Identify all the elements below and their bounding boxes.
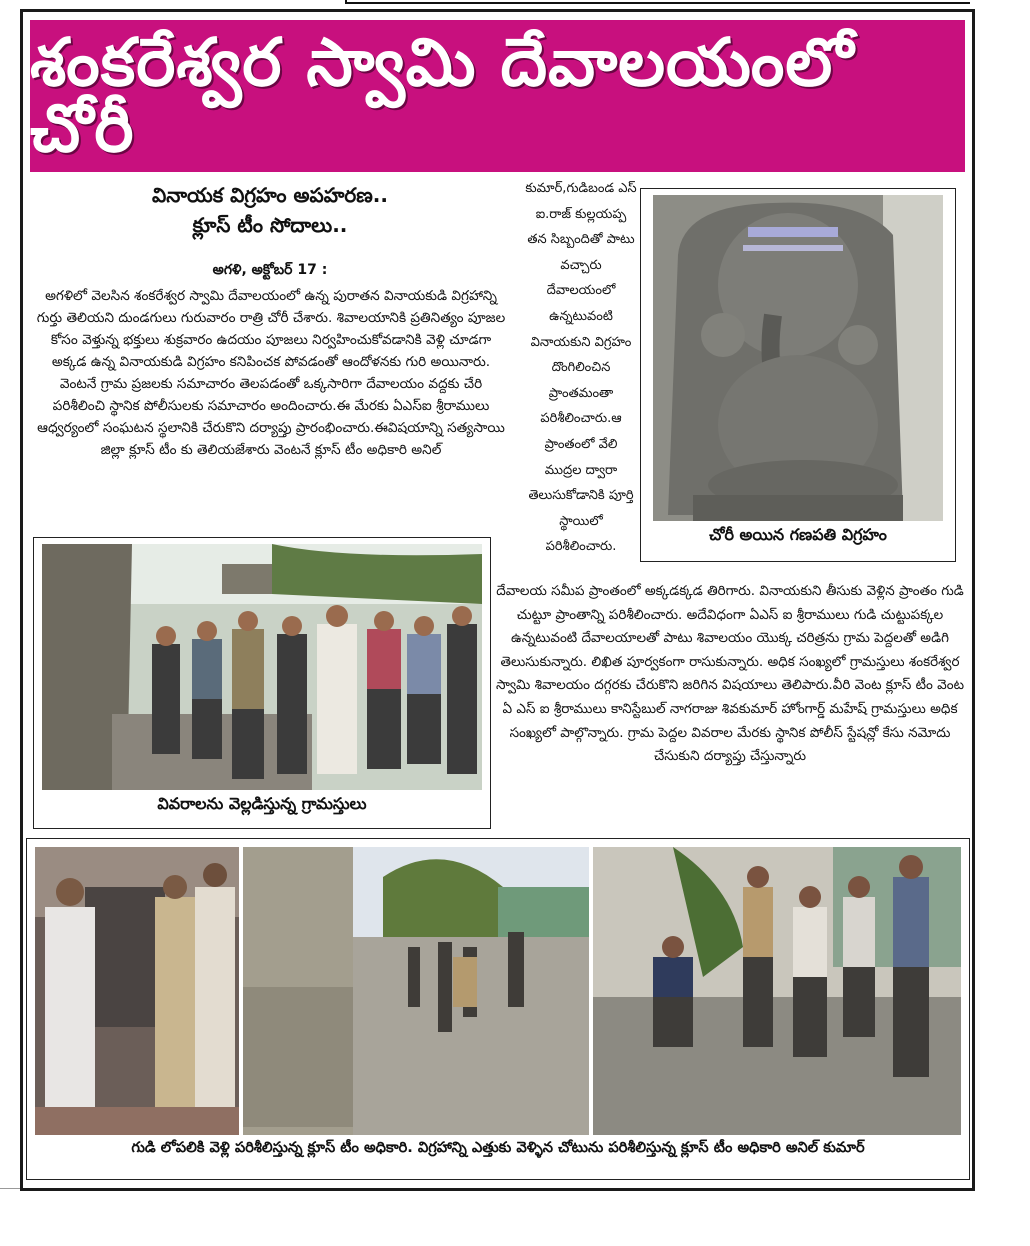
bottom-photo-box [26, 838, 970, 1180]
ganesha-idol-photo [653, 195, 943, 521]
temple-interior-photo [35, 847, 239, 1135]
article-body-left: అగళిలో వెలసిన శంకరేశ్వర స్వామి దేవాలయంలో ఉన్న పురాతన వినాయకుడి విగ్రహాన్ని గుర్తు తెలియని దుండగులు గురువారం రాత్రి చోరీ చేశారు. శివాలయానికి ప్రతినిత్యం పూజల కోసం వెళ్తున్న భక్తులు శుక్రవారం ఉదయం పూజలు నిర్వహించుకోవడానికి వెళ్లి చూడగా అక్కడ ఉన్న వినాయకుడి విగ్రహం కనిపించక పోవడంతో ఆందోళనకు గురి అయినారు. వెంటనే గ్రామ ప్రజలకు సమాచారం తెలపడంతో ఒక్కసారిగా దేవాలయం వద్దకు చేరి పరిశీలించి స్థానిక పోలీసులకు సమాచారం అందించారు.ఈ మేరకు ఏఎస్ఐ శ్రీరాములు ఆధ్వర్యంలో సంఘటన స్థలానికి చేరుకొని దర్యాప్తు ప్రారంభించారు.ఈవిషయాన్ని సత్యసాయి జిల్లా క్లూస్ టీం కు తెలియజేశారు వెంటనే క్లూస్ టీం అధికారి అనిల్ [36, 288, 506, 458]
top-border-rule [345, 0, 970, 4]
villagers-photo [42, 544, 482, 790]
headline-banner [30, 20, 965, 172]
subheading-2: క్లూస్ టీం సోదాలు.. [192, 213, 348, 237]
officer-inspection-photo [593, 847, 961, 1135]
idol-photo-box [640, 188, 956, 562]
page-edge-line [0, 1188, 20, 1189]
headline: శంకరేశ్వర స్వామి దేవాలయంలో చోరీ [30, 24, 855, 167]
idol-caption: చోరీ అయిన గణపతి విగ్రహం [709, 525, 887, 544]
bottom-caption: గుడి లోపలికి వెళ్లి పరిశీలిస్తున్న క్లూస్ టీం అధికారి. విగ్రహాన్ని ఎత్తుకు వెళ్ళిన చోటును పరిశీలిస్తున్న క్లూస్ టీం అధికారి అనిల్ కుమార్ [131, 1139, 865, 1156]
dateline: అగళి, అక్టోబర్ 17 : [212, 262, 328, 278]
temple-exterior-photo [243, 847, 589, 1135]
article-body-right: దేవాలయ సమీప ప్రాంతంలో అక్కడక్కడ తిరిగారు. వినాయకుని తీసుకు వెళ్లిన ప్రాంతం గుడి చుట్టూ ప్రాంతాన్ని పరిశీలించారు. అదేవిధంగా ఏఎస్ ఐ శ్రీరాములు గుడి చుట్టుపక్కల ఉన్నటువంటి దేవాలయాలతో పాటు శివాలయం యొక్క చరిత్రను గ్రామ పెద్దలతో అడిగి తెలుసుకున్నారు. లిఖిత పూర్వకంగా రాసుకున్నారు. అధిక సంఖ్యలో గ్రామస్తులు శంకరేశ్వర స్వామి శివాలయం దగ్గరకు చేరుకొని జరిగిన విషయాలు తెలిపారు.వీరి వెంట క్లూస్ టీం వెంట ఏ ఎస్ ఐ శ్రీరాములు కానిస్టేబుల్ నాగరాజు శివకుమార్ హోంగార్డ్ మహేష్ గ్రామస్తులు అధిక సంఖ్యలో పాల్గొన్నారు. గ్రామ పెద్దల వివరాల మేరకు స్థానిక పోలీస్ స్టేషన్లో కేసు నమోదు చేసుకుని దర్యాప్తు చేస్తున్నారు [495, 583, 965, 765]
article-body-narrow-column: కుమార్,గుడిబండ ఎస్ ఐ.రాజ్ కుల్లయప్ప తన సిబ్బందితో పాటు వచ్చారు దేవాలయంలో ఉన్నటువంటి వినాయకుని విగ్రహం దొంగిలించిన ప్రాంతమంతా పరిశీలించారు.ఆ ప్రాంతంలో వేలి ముద్రల ద్వారా తెలుసుకోడానికి పూర్తి స్థాయిలో పరిశీలించారు. [525, 181, 637, 555]
subheadings [40, 180, 500, 240]
villagers-caption: వివరాలను వెల్లడిస్తున్న గ్రామస్తులు [157, 794, 367, 813]
subheading-1: వినాయక విగ్రహం అపహరణ.. [151, 183, 388, 207]
villagers-photo-box [33, 537, 491, 829]
